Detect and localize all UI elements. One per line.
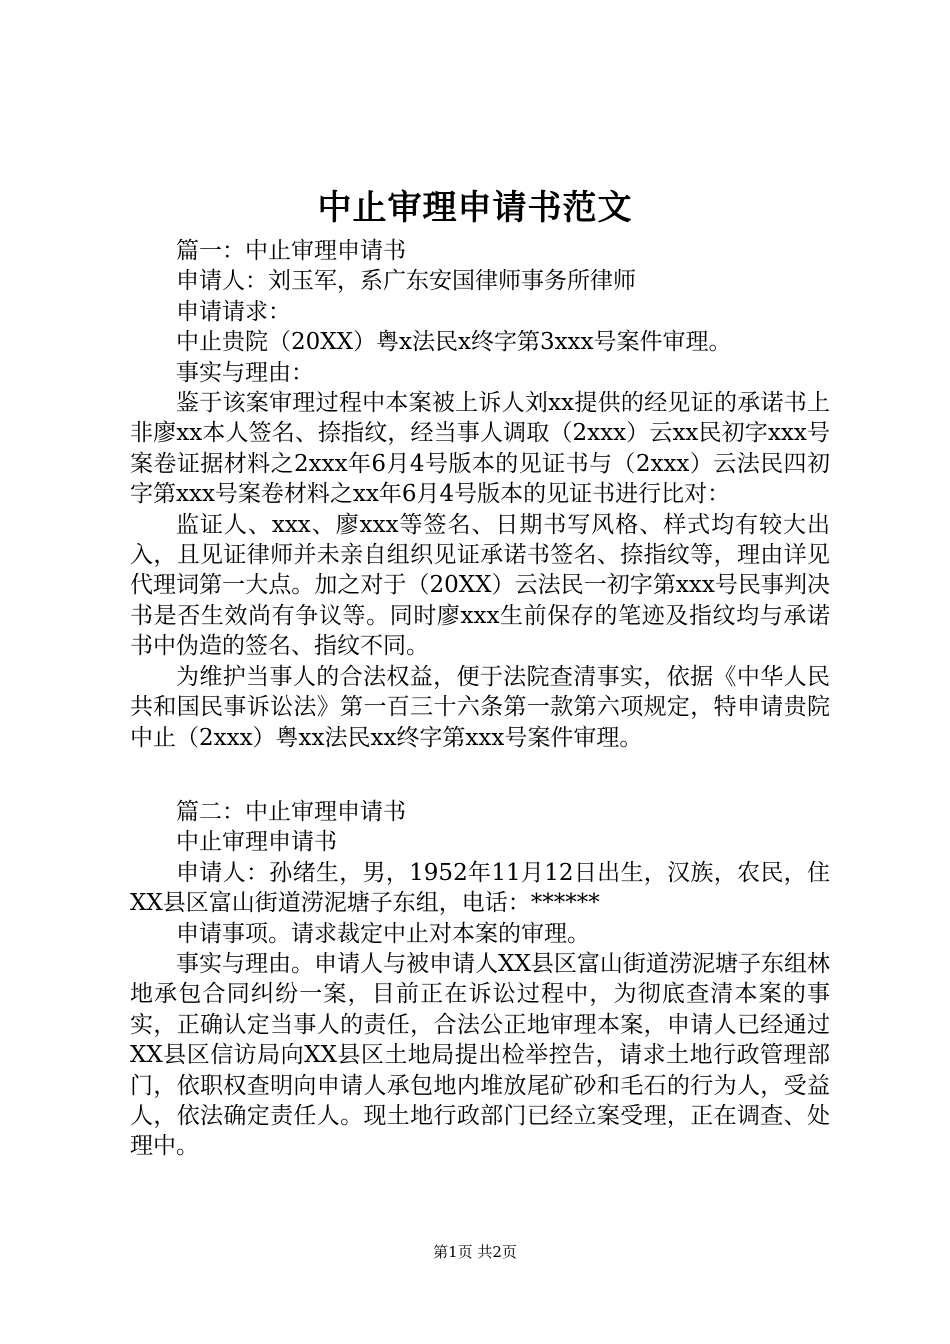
section2-applicant: 申请人：孙绪生，男，1952年11月12日出生，汉族，农民，住XX县区富山街道涝泥塘子东组，电话：****** bbox=[130, 859, 830, 917]
section2-heading: 篇二：中止审理申请书 bbox=[176, 798, 406, 825]
document-body bbox=[130, 236, 830, 1162]
facts-paragraph-2: 监证人、xxx、廖xxx等签名、日期书写风格、样式均有较大出入，且见证律师并未亲自组织见证承诺书签名、捺指纹等，理由详见代理词第一大点。加之对于（20XX）云法民一初字第xxx号民事判决书是否生效尚有争议等。同时廖xxx生前保存的笔迹及指纹均与承诺书中伪造的签名、指纹不同。 bbox=[130, 511, 830, 660]
section1-heading: 篇一：中止审理申请书 bbox=[176, 238, 406, 264]
page-footer: 第1页 共2页 bbox=[433, 1243, 517, 1261]
section2-subtitle: 中止审理申请书 bbox=[176, 829, 337, 856]
facts-heading: 事实与理由： bbox=[176, 359, 314, 386]
section2-facts: 事实与理由。申请人与被申请人XX县区富山街道涝泥塘子东组林地承包合同纠纷一案，目前正在诉讼过程中，为彻底查清本案的事实，正确认定当事人的责任，合法公正地审理本案，申请人已经通过XX县区信访局向XX县区土地局提出检举控告，请求土地行政管理部门，依职权查明向申请人承包地内堆放尾矿砂和毛石的行为人，受益人，依法确定责任人。现土地行政部门已经立案受理，正在调查、处理中。 bbox=[130, 950, 830, 1160]
section-spacer bbox=[130, 753, 830, 797]
section2-request: 申请事项。请求裁定中止对本案的审理。 bbox=[176, 920, 590, 947]
facts-paragraph-1: 鉴于该案审理过程中本案被上诉人刘xx提供的经见证的承诺书上非廖xx本人签名、捺指纹，经当事人调取（2xxx）云xx民初字xxx号案卷证据材料之2xxx年6月4号版本的见证书与（2xxx）云法民四初字第xxx号案卷材料之xx年6月4号版本的见证书进行比对： bbox=[130, 390, 830, 508]
document-title: 中止审理申请书范文 bbox=[317, 188, 633, 228]
applicant-line: 申请人：刘玉军，系广东安国律师事务所律师 bbox=[176, 268, 636, 295]
request-heading: 申请请求： bbox=[176, 298, 291, 325]
facts-paragraph-3: 为维护当事人的合法权益，便于法院查清事实，依据《中华人民共和国民事诉讼法》第一百三十六条第一款第六项规定，特申请贵院中止（2xxx）粤xx法民xx终字第xxx号案件审理。 bbox=[130, 663, 830, 751]
request-content: 中止贵院（20XX）粤x法民x终字第3xxx号案件审理。 bbox=[176, 329, 732, 356]
